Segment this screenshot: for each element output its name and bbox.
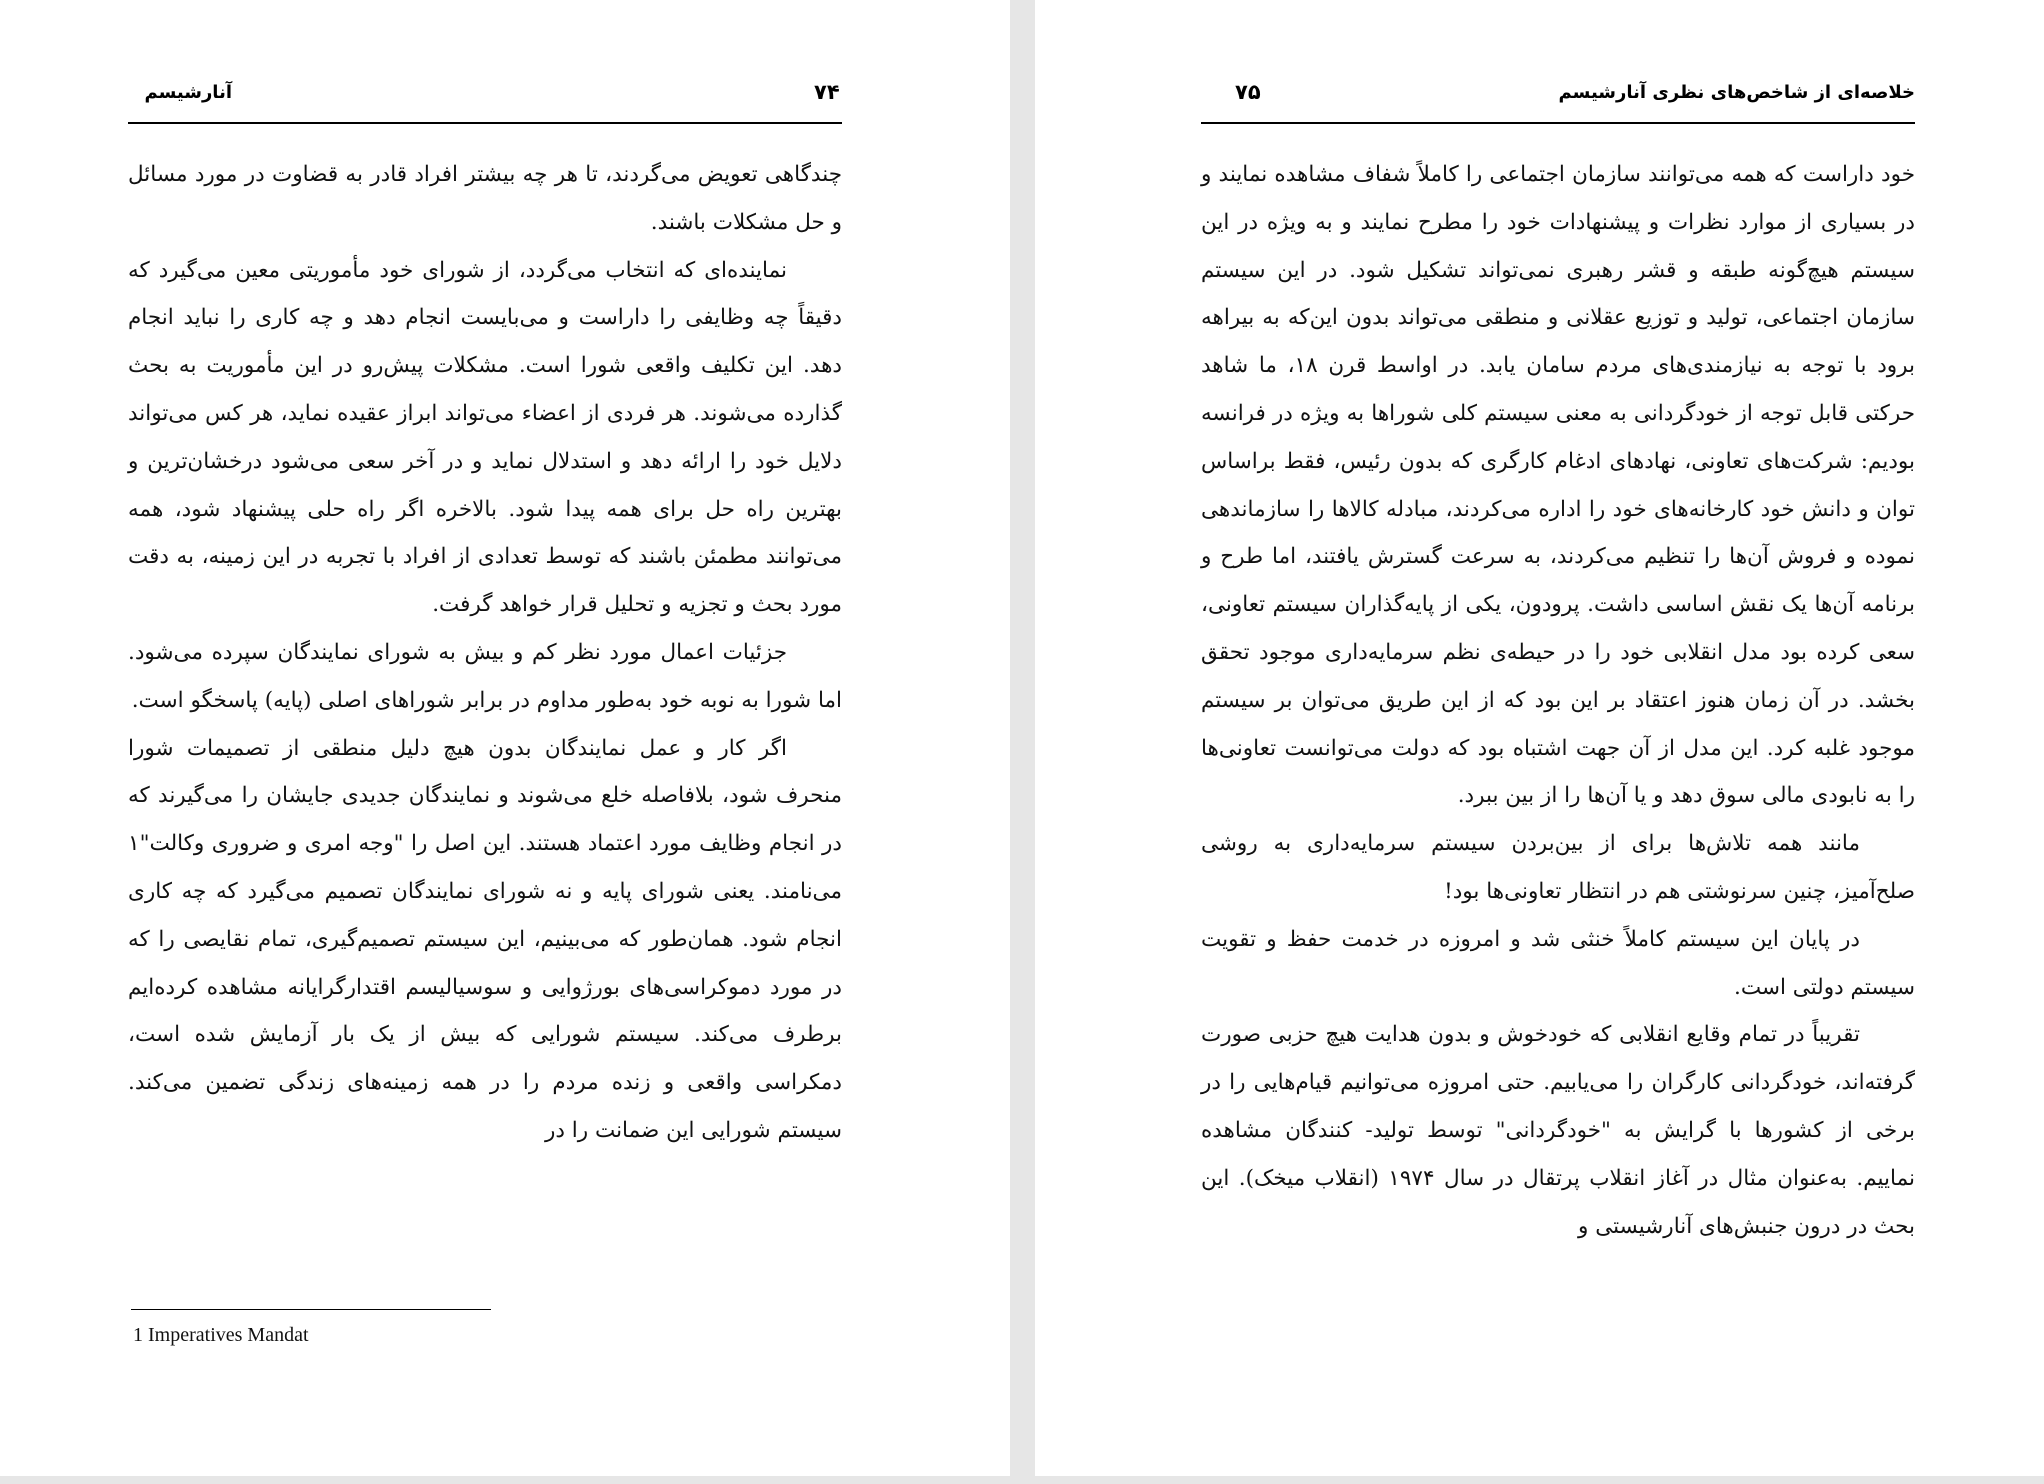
footnote-divider bbox=[131, 1309, 491, 1310]
paragraph: در پایان این سیستم کاملاً خنثی شد و امروزه در خدمت حفظ و تقویت سیستم دولتی است. bbox=[1201, 926, 1915, 1000]
paragraph: نماینده‌ای که انتخاب می‌گردد، از شورای خود مأموریتی معین می‌گیرد که دقیقاً چه وظایفی را داراست و می‌بایست انجام دهد و چه کاری را نباید انجام دهد. این تکلیف واقعی شورا است. مشکلات پیش‌رو در این مأموریت به بحث گذارده می‌شوند. هر فردی از اعضاء می‌تواند ابراز عقیده نماید، هر کس می‌تواند دلایل خود را ارائه دهد و استدلال نماید و در آخر سعی می‌شود درخشان‌ترین و بهترین راه حل برای همه پیدا شود. بالاخره اگر راه حلی پیشنهاد شود، همه می‌توانند مطمئن باشند که توسط تعدادی از افراد با تجربه در این زمینه، به دقت مورد بحث و تجزیه و تحلیل قرار خواهد گرفت. bbox=[128, 257, 842, 618]
body-text bbox=[1201, 151, 1915, 1250]
page-number: ۷۵ bbox=[1235, 80, 1261, 104]
paragraph: چندگاهی تعویض می‌گردند، تا هر چه بیشتر افراد قادر به قضاوت در مورد مسائل و حل مشکلات باشند. bbox=[128, 162, 842, 235]
body-text bbox=[128, 151, 842, 1155]
footnote: 1 Imperatives Mandat bbox=[133, 1324, 309, 1346]
left-page bbox=[0, 0, 1010, 1476]
running-title: آنارشیسم bbox=[144, 82, 232, 103]
running-header bbox=[128, 78, 842, 124]
running-header bbox=[1201, 78, 1915, 124]
paragraph: جزئیات اعمال مورد نظر کم و بیش به شورای نمایندگان سپرده می‌شود. اما شورا به نوبه خود به‌طور مداوم در برابر شوراهای اصلی (پایه) پاسخگو است. bbox=[128, 639, 842, 713]
paragraph: اگر کار و عمل نمایندگان بدون هیچ دلیل منطقی از تصمیمات شورا منحرف شود، بلافاصله خلع می‌شوند و نمایندگان جدیدی جایشان را می‌گیرند که در انجام وظایف مورد اعتماد هستند. این اصل را "وجه امری و ضروری وکالت"۱ می‌نامند. یعنی شورای پایه و نه شورای نمایندگان تصمیم می‌گیرد که چه کاری انجام شود. همان‌طور که می‌بینیم، این سیستم تصمیم‌گیری، تمام نقایصی را که در مورد دموکراسی‌های بورژوایی و سوسیالیسم اقتدارگرایانه مشاهده کرده‌ایم برطرف می‌کند. سیستم شورایی که بیش از یک بار آزمایش شده است، دمکراسی واقعی و زنده مردم را در همه زمینه‌های زندگی تضمین می‌کند. سیستم شورایی این ضمانت را در bbox=[128, 735, 842, 1143]
right-page bbox=[1035, 0, 2044, 1476]
paragraph: تقریباً در تمام وقایع انقلابی که خودخوش و بدون هدایت هیچ حزبی صورت گرفته‌اند، خودگردانی کارگران را می‌یابیم. حتی امروزه می‌توانیم قیام‌هایی را در برخی از کشورها با گرایش به "خودگردانی" توسط تولید- کنندگان مشاهده نماییم. به‌عنوان مثال در آغاز انقلاب پرتقال در سال ۱۹۷۴ (انقلاب میخک). این بحث در درون جنبش‌های آنارشیستی و bbox=[1201, 1022, 1915, 1239]
paragraph: مانند همه تلاش‌ها برای از بین‌بردن سیستم سرمایه‌داری به روشی صلح‌آمیز، چنین سرنوشتی هم در انتظار تعاونی‌ها بود! bbox=[1201, 831, 1915, 904]
running-title: خلاصه‌ای از شاخص‌های نظری آنارشیسم bbox=[1558, 82, 1915, 103]
paragraph: خود داراست که همه می‌توانند سازمان اجتماعی را کاملاً شفاف مشاهده نمایند و در بسیاری از موارد نظرات و پیشنهادات خود را مطرح نمایند و به ویژه در این سیستم هیچ‌گونه طبقه و قشر رهبری نمی‌تواند تشکیل شود. در این سیستم سازمان اجتماعی، تولید و توزیع عقلانی و منطقی می‌تواند بدون این‌که به بیراهه برود با توجه به نیازمندی‌های مردم سامان یابد. در اواسط قرن ۱۸، ما شاهد حرکتی قابل توجه از خودگردانی به معنی سیستم کلی شوراها به ویژه در فرانسه بودیم: شرکت‌های تعاونی، نهادهای ادغام کارگری که بدون رئیس، فقط براساس توان و دانش خود کارخانه‌های خود را اداره می‌کردند، مبادله کالاها را سازماندهی نموده و فروش آن‌ها را تنظیم می‌کردند، به سرعت گسترش یافتند، اما طرح و برنامه آن‌ها یک نقش اساسی داشت. پرودون، یکی از پایه‌گذاران سیستم تعاونی، سعی کرده بود مدل انقلابی خود را در حیطه‌ی نظم سرمایه‌داری موجود تحقق بخشد. در آن زمان هنوز اعتقاد بر این بود که از این طریق می‌توان بر سیستم موجود غلبه کرد. این مدل از آن جهت اشتباه بود که دولت می‌توانست تعاونی‌ها را به نابودی مالی سوق دهد و یا آن‌ها را از بین ببرد. bbox=[1201, 162, 1915, 809]
page-number: ۷۴ bbox=[814, 80, 840, 104]
